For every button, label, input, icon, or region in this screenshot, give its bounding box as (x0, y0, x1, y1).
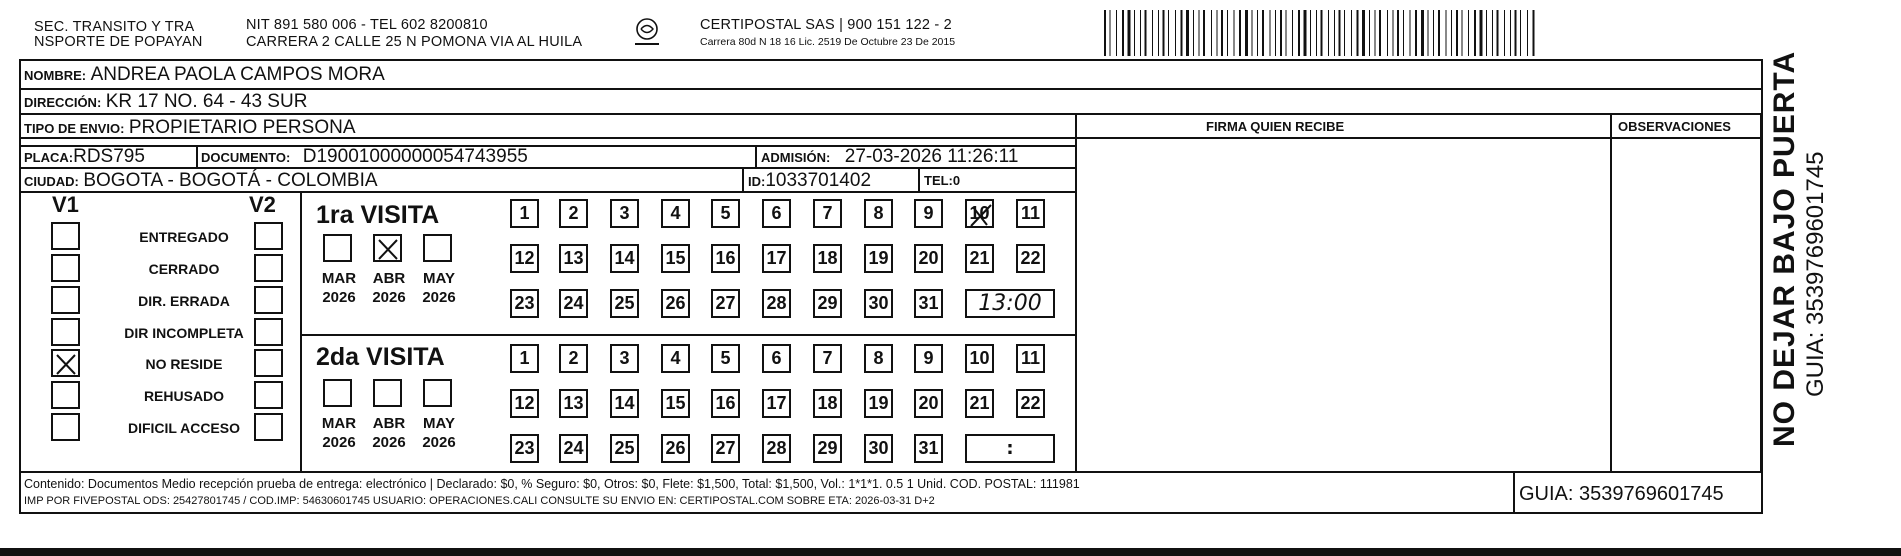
visit2-day-cell[interactable] (864, 434, 893, 463)
month-name: MAY (423, 270, 455, 287)
guia-number: GUIA: 3539769601745 (1519, 483, 1724, 505)
time-value: 13:00 (978, 291, 1042, 316)
visit2-day-cell[interactable] (610, 344, 639, 373)
day-number: 22 (1020, 248, 1041, 268)
day-number: 26 (665, 293, 686, 313)
visit1-month-label (366, 269, 412, 307)
visit1-day-cell[interactable] (661, 289, 690, 318)
visit2-day-cell[interactable] (914, 434, 943, 463)
admision-value: 27-03-2026 11:26:11 (844, 146, 1019, 167)
visit1-day-cell[interactable] (864, 199, 893, 228)
month-year: 2026 (372, 434, 406, 451)
day-number: 25 (614, 438, 635, 458)
visit2-day-cell[interactable] (965, 389, 994, 418)
visit1-month-checkbox[interactable] (373, 234, 402, 262)
visit1-month-checkbox[interactable] (323, 234, 352, 262)
v1-checkbox[interactable] (51, 254, 80, 282)
day-number: 30 (868, 293, 889, 313)
visit1-day-cell[interactable] (813, 289, 842, 318)
tel-field (924, 172, 960, 190)
day-number: 3 (619, 348, 630, 368)
tipo-envio-row (24, 117, 356, 139)
visit2-day-cell[interactable] (711, 434, 740, 463)
placa-field (24, 146, 145, 168)
status-label: DIFICIL ACCESO (127, 420, 240, 436)
v1-checkbox[interactable] (51, 349, 80, 377)
visit1-month-label (316, 269, 362, 307)
admision-label: ADMISIÓN: (761, 150, 831, 165)
id-value: 1033701402 (765, 170, 872, 191)
visit1-day-cell[interactable] (762, 289, 791, 318)
day-number: 14 (614, 248, 635, 268)
tipo-envio-label: TIPO DE ENVIO: (24, 121, 125, 136)
day-number: 6 (771, 348, 782, 368)
day-number: 9 (923, 348, 934, 368)
day-number: 28 (766, 293, 787, 313)
v1-checkbox[interactable] (51, 381, 80, 409)
visit2-day-cell[interactable] (762, 344, 791, 373)
visit2-month-checkbox[interactable] (373, 379, 402, 407)
no-dejar-bajo-puerta: NO DEJAR BAJO PUERTA (1768, 50, 1801, 447)
visit1-day-cell[interactable] (711, 244, 740, 273)
day-number: 30 (868, 438, 889, 458)
v2-checkbox[interactable] (254, 413, 283, 441)
day-number: 26 (665, 438, 686, 458)
day-number: 7 (822, 203, 833, 223)
tel-value: 0 (952, 173, 961, 188)
visit1-month-label (416, 269, 462, 307)
visit2-day-cell[interactable] (559, 434, 588, 463)
visit2-day-cell[interactable] (661, 344, 690, 373)
visit1-day-cell[interactable] (914, 244, 943, 273)
sender-line-1: SEC. TRANSITO Y TRA (34, 19, 195, 35)
day-number: 24 (563, 438, 584, 458)
visit2-month-label (366, 414, 412, 452)
v2-checkbox[interactable] (254, 318, 283, 346)
firma-header: FIRMA QUIEN RECIBE (1206, 119, 1345, 134)
id-field (748, 170, 871, 192)
visit2-day-cell[interactable] (711, 389, 740, 418)
visit1-day-cell[interactable] (965, 199, 994, 228)
v2-checkbox[interactable] (254, 222, 283, 250)
visit1-day-cell[interactable] (559, 199, 588, 228)
time-value: : (1006, 438, 1014, 459)
visit2-month-checkbox[interactable] (323, 379, 352, 407)
visit2-day-cell[interactable] (1016, 344, 1045, 373)
tel-label: TEL: (924, 173, 953, 188)
visit1-day-cell[interactable] (559, 244, 588, 273)
day-number: 15 (665, 393, 686, 413)
day-number: 16 (715, 393, 736, 413)
visit1-day-cell[interactable] (914, 199, 943, 228)
visit1-day-cell[interactable] (610, 244, 639, 273)
address-line: CARRERA 2 CALLE 25 N POMONA VIA AL HUILA (246, 34, 583, 50)
visit1-day-cell[interactable] (711, 289, 740, 318)
nombre-value: ANDREA PAOLA CAMPOS MORA (90, 64, 385, 85)
visit1-day-cell[interactable] (711, 199, 740, 228)
day-number: 19 (868, 248, 889, 268)
day-number: 31 (918, 438, 939, 458)
visit1-day-cell[interactable] (965, 244, 994, 273)
day-number: 28 (766, 438, 787, 458)
v2-checkbox[interactable] (254, 381, 283, 409)
day-number: 22 (1020, 393, 1041, 413)
day-number: 25 (614, 293, 635, 313)
visit1-day-cell[interactable] (813, 199, 842, 228)
visit1-day-cell[interactable] (1016, 199, 1045, 228)
month-name: MAR (321, 270, 357, 287)
visit2-title: 2da VISITA (316, 343, 445, 371)
status-label: DIR INCOMPLETA (124, 325, 244, 341)
v2-header: V2 (249, 192, 276, 217)
v1-checkbox[interactable] (51, 318, 80, 346)
visit1-day-cell[interactable] (559, 289, 588, 318)
visit1-day-cell[interactable] (510, 289, 539, 318)
day-number: 29 (817, 293, 838, 313)
day-number: 13 (563, 393, 584, 413)
visit1-day-cell[interactable] (661, 199, 690, 228)
day-number: 12 (514, 393, 535, 413)
visit1-day-cell[interactable] (661, 244, 690, 273)
ciudad-label: CIUDAD: (24, 174, 79, 189)
documento-label: DOCUMENTO: (201, 150, 291, 165)
month-year: 2026 (322, 434, 356, 451)
day-number: 17 (766, 248, 787, 268)
visit2-day-cell[interactable] (1016, 389, 1045, 418)
status-label: ENTREGADO (139, 229, 229, 245)
visit2-day-cell[interactable] (661, 389, 690, 418)
day-number: 18 (817, 248, 838, 268)
day-number: 2 (568, 203, 579, 223)
day-number: 4 (670, 348, 681, 368)
day-number: 27 (715, 293, 736, 313)
day-number: 5 (720, 348, 731, 368)
visit2-day-cell[interactable] (559, 344, 588, 373)
status-label: REHUSADO (143, 388, 225, 404)
v1-checkbox[interactable] (51, 286, 80, 314)
visit1-day-cell[interactable] (510, 244, 539, 273)
day-number: 10 (969, 348, 990, 368)
visit1-day-cell[interactable] (510, 199, 539, 228)
visit1-day-cell[interactable] (610, 289, 639, 318)
visit2-day-cell[interactable] (914, 389, 943, 418)
visit1-day-cell[interactable] (610, 199, 639, 228)
visit2-day-cell[interactable] (711, 344, 740, 373)
contenido-line: Contenido: Documentos Medio recepción prueba de entrega: electrónico | Declarado: $0, % Seguro: $0, Otros: $0, Flete: $1,500, Total: $1,500, Vol.: 1*1*1. 0.5 1 Unid. COD. POSTAL: 111981 (24, 477, 1080, 491)
day-number: 14 (614, 393, 635, 413)
month-year: 2026 (372, 289, 406, 306)
visit2-day-cell[interactable] (914, 344, 943, 373)
direccion-label: DIRECCIÓN: (24, 95, 102, 110)
visit2-day-cell[interactable] (510, 434, 539, 463)
certipostal-logo (632, 16, 662, 50)
day-number: 31 (918, 293, 939, 313)
visit2-day-cell[interactable] (813, 389, 842, 418)
day-number: 11 (1020, 348, 1041, 368)
visit1-day-cell[interactable] (914, 289, 943, 318)
nombre-label: NOMBRE: (24, 68, 87, 83)
day-number: 16 (715, 248, 736, 268)
day-number: 24 (563, 293, 584, 313)
visit2-day-cell[interactable] (813, 344, 842, 373)
placa-label: PLACA: (24, 150, 74, 165)
nit-line: NIT 891 580 006 - TEL 602 8200810 (246, 17, 488, 33)
day-number: 8 (873, 203, 884, 223)
day-number: 23 (514, 293, 535, 313)
visit1-title: 1ra VISITA (316, 201, 440, 229)
status-label: DIR. ERRADA (138, 293, 230, 309)
direccion-value: KR 17 NO. 64 - 43 SUR (105, 91, 308, 112)
ciudad-field (24, 170, 378, 192)
v2-checkbox[interactable] (254, 286, 283, 314)
side-guia: GUIA: 3539769601745 (1802, 151, 1829, 397)
visit2-month-label (416, 414, 462, 452)
day-number: 4 (670, 203, 681, 223)
sender-line-2: NSPORTE DE POPAYAN (34, 34, 203, 50)
visit2-day-cell[interactable] (965, 344, 994, 373)
status-label: NO RESIDE (145, 356, 223, 372)
documento-field (201, 146, 528, 168)
month-year: 2026 (422, 434, 456, 451)
visit2-day-cell[interactable] (762, 389, 791, 418)
visit2-month-label (316, 414, 362, 452)
month-name: ABR (372, 415, 406, 432)
day-number: 27 (715, 438, 736, 458)
visit2-day-cell[interactable] (610, 389, 639, 418)
day-number: 21 (969, 248, 990, 268)
day-number: 5 (720, 203, 731, 223)
id-label: ID: (748, 174, 766, 189)
day-number: 17 (766, 393, 787, 413)
day-number: 6 (771, 203, 782, 223)
month-name: ABR (372, 270, 406, 287)
admision-field (761, 146, 1018, 168)
ciudad-value: BOGOTA - BOGOTÁ - COLOMBIA (83, 170, 378, 191)
day-number: 20 (918, 248, 939, 268)
visit2-day-cell[interactable] (559, 389, 588, 418)
carrier-detail: Carrera 80d N 18 16 Lic. 2519 De Octubre 23 De 2015 (700, 36, 956, 48)
visit2-day-cell[interactable] (610, 434, 639, 463)
visit1-month-checkbox[interactable] (423, 234, 452, 262)
v1-checkbox[interactable] (51, 222, 80, 250)
day-number: 3 (619, 203, 630, 223)
tipo-envio-value: PROPIETARIO PERSONA (128, 117, 356, 138)
v2-checkbox[interactable] (254, 349, 283, 377)
visit2-month-checkbox[interactable] (423, 379, 452, 407)
month-name: MAY (423, 415, 455, 432)
visit1-day-cell[interactable] (762, 199, 791, 228)
month-name: MAR (321, 415, 357, 432)
day-number: 13 (563, 248, 584, 268)
day-number: 1 (519, 348, 530, 368)
visit2-time-box[interactable] (965, 434, 1055, 463)
v1-checkbox[interactable] (51, 413, 80, 441)
day-number: 12 (514, 248, 535, 268)
day-number: 8 (873, 348, 884, 368)
day-number: 19 (868, 393, 889, 413)
day-number: 23 (514, 438, 535, 458)
visit2-day-cell[interactable] (864, 389, 893, 418)
day-number: 1 (519, 203, 530, 223)
day-number: 2 (568, 348, 579, 368)
day-number: 15 (665, 248, 686, 268)
visit1-day-cell[interactable] (864, 289, 893, 318)
status-label: CERRADO (148, 261, 220, 277)
day-number: 10 (969, 203, 990, 223)
day-number: 7 (822, 348, 833, 368)
day-number: 29 (817, 438, 838, 458)
visit2-day-cell[interactable] (661, 434, 690, 463)
visit2-day-cell[interactable] (864, 344, 893, 373)
barcode (1104, 10, 1539, 56)
month-year: 2026 (322, 289, 356, 306)
carrier-block (700, 18, 955, 48)
day-number: 20 (918, 393, 939, 413)
visit1-day-cell[interactable] (1016, 244, 1045, 273)
visit2-day-cell[interactable] (813, 434, 842, 463)
day-number: 21 (969, 393, 990, 413)
day-number: 11 (1020, 203, 1041, 223)
observaciones-header: OBSERVACIONES (1618, 119, 1731, 134)
visit1-day-cell[interactable] (864, 244, 893, 273)
nit-block (246, 18, 582, 50)
month-year: 2026 (422, 289, 456, 306)
nombre-row (24, 64, 385, 86)
visit1-day-cell[interactable] (762, 244, 791, 273)
imp-line: IMP POR FIVEPOSTAL ODS: 25427801745 / COD.IMP: 54630601745 USUARIO: OPERACIONES.CALI CONSULTE SU ENVIO EN: CERTIPOSTAL.COM SOBRE ETA: 2026-03-31 D+2 (24, 495, 935, 507)
visit1-time-box[interactable] (965, 289, 1055, 318)
visit1-day-cell[interactable] (813, 244, 842, 273)
visit2-day-cell[interactable] (510, 389, 539, 418)
bottom-rule (0, 548, 1901, 556)
direccion-row (24, 91, 307, 113)
v2-checkbox[interactable] (254, 254, 283, 282)
v1-header: V1 (52, 192, 79, 217)
visit2-day-cell[interactable] (510, 344, 539, 373)
carrier-line: CERTIPOSTAL SAS | 900 151 122 - 2 (700, 17, 952, 33)
visit2-day-cell[interactable] (762, 434, 791, 463)
documento-value: D19001000000054743955 (302, 146, 528, 167)
sender-block (34, 20, 203, 50)
day-number: 9 (923, 203, 934, 223)
placa-value: RDS795 (73, 146, 145, 167)
day-number: 18 (817, 393, 838, 413)
